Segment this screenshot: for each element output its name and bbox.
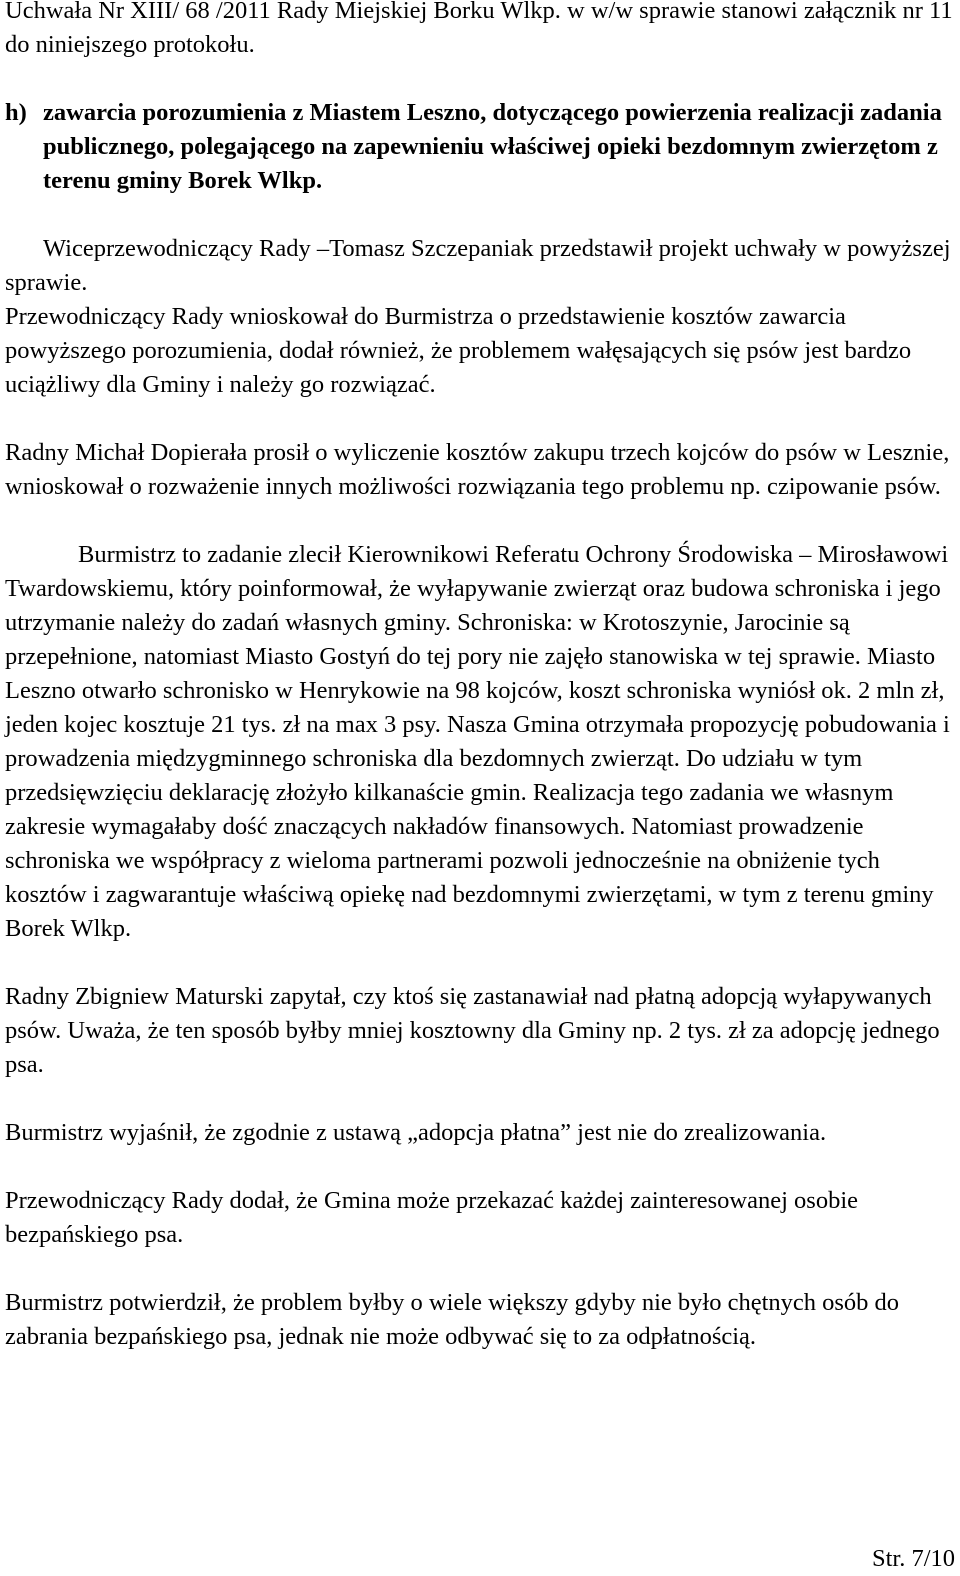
section-title: zawarcia porozumienia z Miastem Leszno, dotyczącego powierzenia realizacji zadania publicznego, polegającego na zapewnieniu właściwej opieki bezdomnym zwierzętom z terenu gminy Borek Wlkp. bbox=[43, 99, 942, 194]
section-marker: h) bbox=[5, 99, 27, 126]
paragraph-councillor-dopierala: Radny Michał Dopierała prosił o wyliczenie kosztów zakupu trzech kojców do psów w Lesznie, wnioskował o rozważenie innych możliwości rozwiązania tego problemu np. czipowanie psów. bbox=[5, 439, 950, 500]
paragraph-mayor-explanation: Burmistrz to zadanie zlecił Kierownikowi Referatu Ochrony Środowiska – Mirosławowi Twardowskiemu, który poinformował, że wyłapywanie zwierząt oraz budowa schroniska i jego utrzymanie należy do zadań własnych gminy. Schroniska: w Krotoszynie, Jarocinie są przepełnione, natomiast Miasto Gostyń do tej pory nie zajęło stanowiska w tej sprawie. Miasto Leszno otwarło schronisko w Henrykowie na 98 kojców, koszt schroniska wyniósł ok. 2 mln zł, jeden kojec kosztuje 21 tys. zł na max 3 psy. Nasza Gmina otrzymała propozycję pobudowania i prowadzenia międzygminnego schroniska dla bezdomnych zwierząt. Do udziału w tym przedsięwzięciu deklarację złożyło kilkanaście gmin. Realizacja tego zadania we własnym zakresie wymagałaby dość znaczących nakładów finansowych. Natomiast prowadzenie schroniska we współpracy z wieloma partnerami pozwoli jednocześnie na obniżenie tych kosztów i zagwarantuje właściwą opiekę nad bezdomnymi zwierzętami, w tym z terenu gminy Borek Wlkp. bbox=[5, 541, 950, 942]
page-number: Str. 7/10 bbox=[871, 1545, 955, 1572]
paragraph-mayor-adoption: Burmistrz wyjaśnił, że zgodnie z ustawą „adopcja płatna” jest nie do zrealizowania. bbox=[5, 1119, 827, 1146]
paragraph-chair-request: Przewodniczący Rady wnioskował do Burmistrza o przedstawienie kosztów zawarcia powyższego porozumienia, dodał również, że problemem wałęsających się psów jest bardzo uciążliwy dla Gminy i należy go rozwiązać. bbox=[5, 303, 912, 398]
document-page bbox=[5, 0, 955, 1354]
paragraph-chair-addition: Przewodniczący Rady dodał, że Gmina może przekazać każdej zainteresowanej osobie bezpańskiego psa. bbox=[5, 1187, 859, 1248]
intro-text: Uchwała Nr XIII/ 68 /2011 Rady Miejskiej Borku Wlkp. w w/w sprawie stanowi załącznik nr 11 do niniejszego protokołu. bbox=[5, 0, 953, 58]
paragraph-councillor-maturski: Radny Zbigniew Maturski zapytał, czy ktoś się zastanawiał nad płatną adopcją wyłapywanych psów. Uważa, że ten sposób byłby mniej kosztowny dla Gminy np. 2 tys. zł za adopcję jednego psa. bbox=[5, 983, 940, 1078]
paragraph-vice-chair: Wiceprzewodniczący Rady –Tomasz Szczepaniak przedstawił projekt uchwały w powyższej sprawie. bbox=[5, 235, 951, 296]
paragraph-mayor-confirmation: Burmistrz potwierdził, że problem byłby o wiele większy gdyby nie było chętnych osób do zabrania bezpańskiego psa, jednak nie może odbywać się to za odpłatnością. bbox=[5, 1289, 900, 1350]
section-heading bbox=[5, 96, 955, 198]
